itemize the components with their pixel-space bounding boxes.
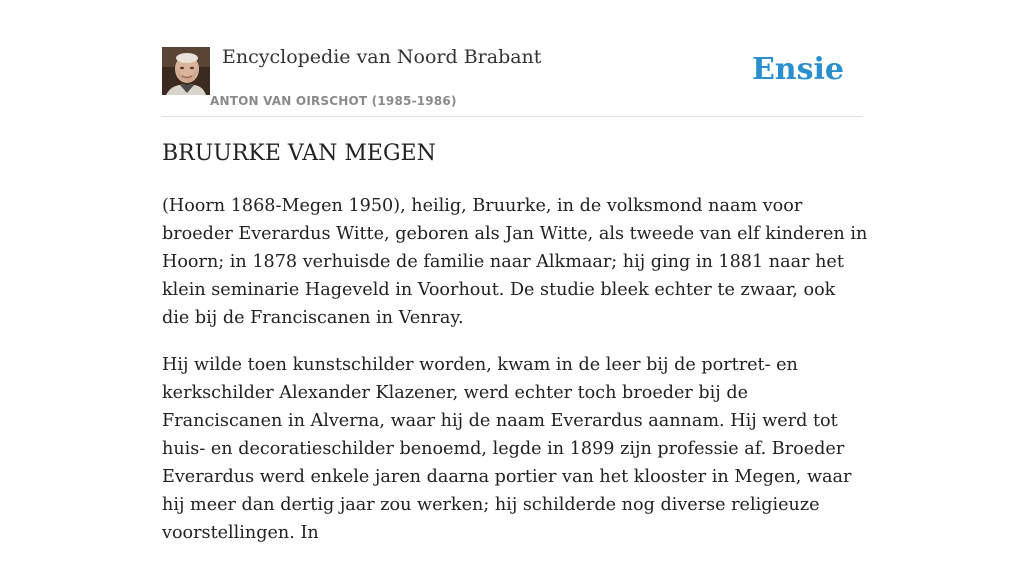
entry-title: BRUURKE VAN MEGEN <box>162 141 436 166</box>
author-portrait-icon <box>162 47 210 95</box>
ensie-logo[interactable]: Ensie <box>751 52 844 87</box>
book-title[interactable]: Encyclopedie van Noord Brabant <box>222 46 542 68</box>
header <box>162 44 862 117</box>
author-avatar[interactable] <box>162 47 210 95</box>
entry-paragraph: Hij wilde toen kunstschilder worden, kwam in de leer bij de portret- en kerkschilder Alexander Klazener, werd echter toch broeder bij de Franciscanen in Alverna, waar hij de naam Everardus aannam. Hij werd tot huis- en decoratieschilder benoemd, legde in 1899 zijn professie af. Broeder Everardus werd enkele jaren daarna portier van het klooster in Megen, waar hij meer dan dertig jaar zou werken; hij schilderde nog diverse religieuze voorstellingen. In <box>162 355 852 543</box>
entry-paragraph: (Hoorn 1868-Megen 1950), heilig, Bruurke, in de volksmond naam voor broeder Everardus Witte, geboren als Jan Witte, als tweede van elf kinderen in Hoorn; in 1878 verhuisde de familie naar Alkmaar; hij ging in 1881 naar het klein seminarie Hageveld in Voorhout. De studie bleek echter te zwaar, ook die bij de Franciscanen in Venray. <box>162 196 868 328</box>
entry-body <box>162 192 868 566</box>
author-name[interactable]: ANTON VAN OIRSCHOT (1985-1986) <box>210 94 457 108</box>
